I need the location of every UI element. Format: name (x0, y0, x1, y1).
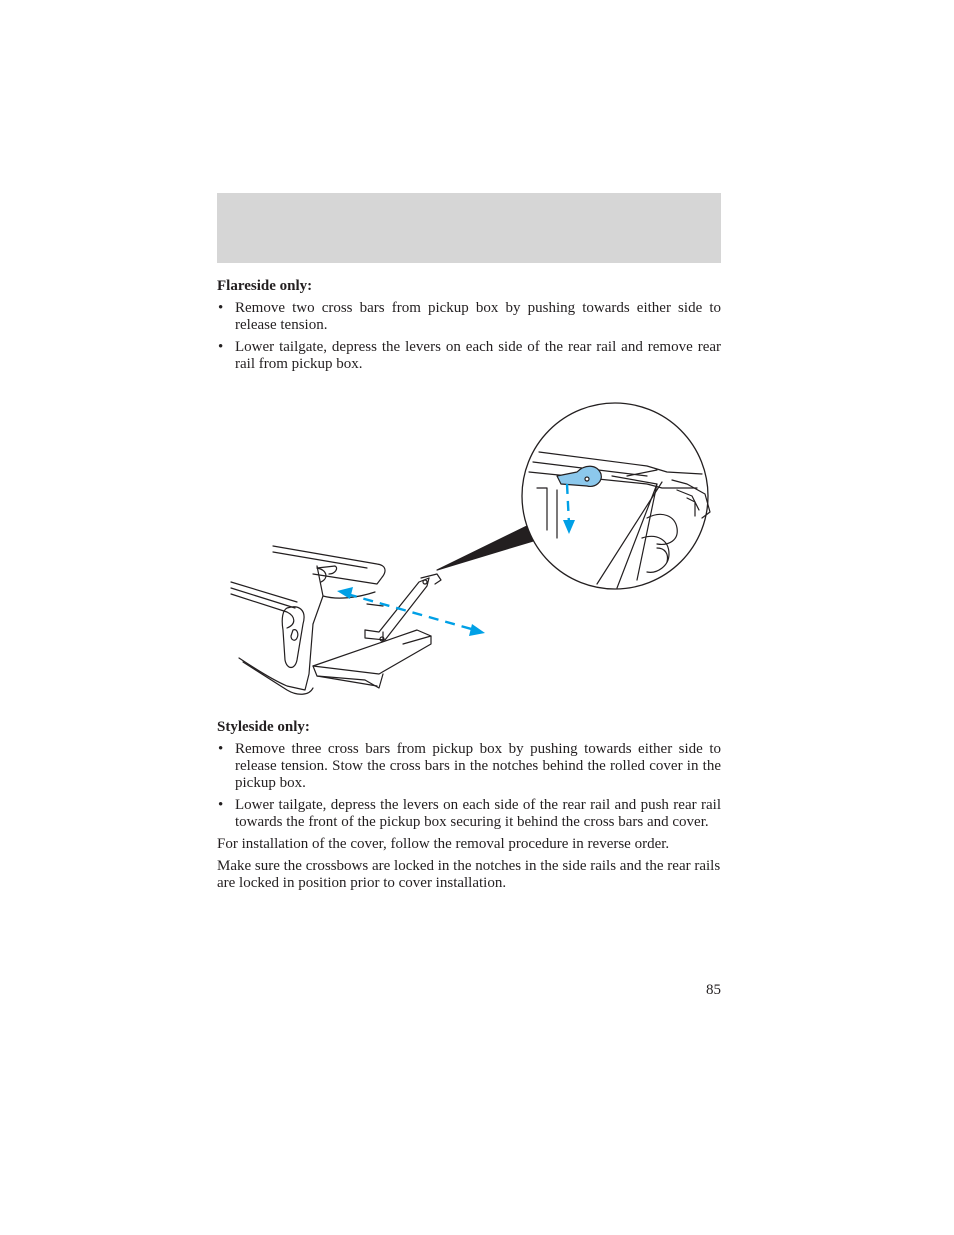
bullet-text: Remove two cross bars from pickup box by pushing towards either side to release tension. (235, 300, 721, 333)
styleside-bullet-item (217, 797, 721, 831)
bullet-text: Lower tailgate, depress the levers on each side of the rear rail and push rear rail towards the front of the pickup box securing it behind the cross bars and cover. (235, 797, 721, 830)
styleside-heading: Styleside only: (217, 719, 310, 735)
flareside-heading: Flareside only: (217, 278, 313, 294)
callout-pointer (437, 525, 533, 570)
flareside-bullet-list (217, 300, 721, 373)
bullet-marker: • (218, 741, 224, 757)
bullet-marker: • (218, 339, 224, 355)
page-number: 85 (706, 982, 721, 998)
arrow-head-right (469, 624, 485, 636)
bullet-marker: • (218, 300, 224, 316)
flareside-bullet-item (217, 339, 721, 373)
rear-rail-removal-illustration (217, 398, 721, 698)
pickup-box-drawing (231, 546, 441, 694)
installation-paragraph: For installation of the cover, follow the removal procedure in reverse order. (217, 836, 670, 852)
bullet-text: Lower tailgate, depress the levers on each side of the rear rail and remove rear rail from pickup box. (235, 339, 721, 372)
crossbow-lock-paragraph: Make sure the crossbows are locked in the notches in the side rails and the rear rails are locked in position prior to cover installation. (217, 858, 721, 891)
styleside-bullet-list (217, 741, 721, 831)
flareside-section (217, 278, 721, 378)
section-header-band (217, 193, 721, 263)
styleside-section (217, 719, 721, 892)
bullet-text: Remove three cross bars from pickup box by pushing towards either side to release tension. Stow the cross bars in the notches behind the rolled cover in the pickup box. (235, 741, 721, 791)
detail-circle (522, 403, 710, 589)
styleside-bullet-item (217, 741, 721, 792)
bullet-marker: • (218, 797, 224, 813)
flareside-bullet-item (217, 300, 721, 334)
